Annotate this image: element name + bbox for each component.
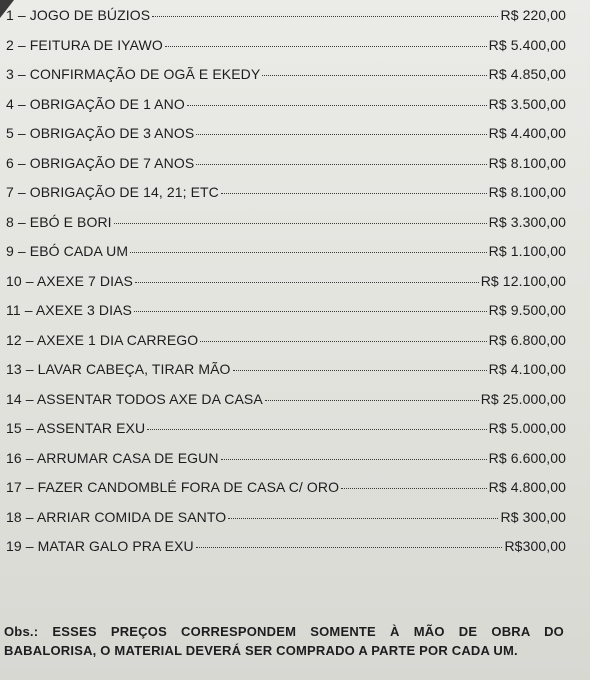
item-label: 18 – ARRIAR COMIDA DE SANTO <box>6 508 227 525</box>
price-row <box>6 332 566 362</box>
price-row <box>6 450 566 480</box>
item-price: R$ 5.400,00 <box>488 36 566 53</box>
price-row <box>6 125 566 155</box>
item-label: 10 – AXEXE 7 DIAS <box>6 272 133 289</box>
price-row <box>6 361 566 391</box>
price-row <box>6 96 566 126</box>
item-label: 16 – ARRUMAR CASA DE EGUN <box>6 449 219 466</box>
item-price: R$ 6.800,00 <box>488 331 566 348</box>
item-price: R$ 4.850,00 <box>488 66 566 82</box>
price-row <box>6 7 566 37</box>
price-row <box>6 243 566 273</box>
item-label: 7 – OBRIGAÇÃO DE 14, 21; ETC <box>6 184 219 200</box>
item-label: 11 – AXEXE 3 DIAS <box>6 302 132 318</box>
item-price: R$ 4.800,00 <box>488 479 566 495</box>
price-row <box>6 479 566 509</box>
item-label: 15 – ASSENTAR EXU <box>6 420 146 436</box>
item-price: R$ 4.400,00 <box>488 125 566 141</box>
item-price: R$ 220,00 <box>500 7 566 23</box>
price-row <box>6 66 566 96</box>
observation-label: Obs.: <box>4 624 39 639</box>
price-row <box>6 184 566 214</box>
observation-note <box>4 622 564 660</box>
dotted-leader <box>200 341 486 342</box>
dotted-leader <box>135 282 479 283</box>
item-label: 8 – EBÓ E BORI <box>6 213 112 230</box>
item-price: R$ 3.500,00 <box>488 95 566 112</box>
price-row <box>6 273 566 303</box>
dotted-leader <box>152 16 498 17</box>
item-price: R$ 1.100,00 <box>488 243 566 259</box>
price-row <box>6 509 566 539</box>
price-row <box>6 538 566 568</box>
dotted-leader <box>196 164 486 165</box>
item-label: 17 – FAZER CANDOMBLÉ FORA DE CASA C/ ORO <box>6 479 340 495</box>
dotted-leader <box>187 105 487 106</box>
dotted-leader <box>265 400 479 401</box>
dotted-leader <box>196 134 486 135</box>
item-label: 9 – EBÓ CADA UM <box>6 243 129 259</box>
price-row <box>6 391 566 421</box>
price-row <box>6 420 566 450</box>
item-price: R$ 12.100,00 <box>480 272 566 289</box>
dotted-leader <box>228 518 498 519</box>
price-row <box>6 214 566 244</box>
item-price: R$ 5.000,00 <box>488 420 566 436</box>
item-label: 6 – OBRIGAÇÃO DE 7 ANOS <box>6 154 195 171</box>
dotted-leader <box>130 252 487 253</box>
dotted-leader <box>262 75 486 76</box>
item-price: R$ 3.300,00 <box>488 213 566 230</box>
item-price: R$ 300,00 <box>500 508 566 525</box>
item-label: 19 – MATAR GALO PRA EXU <box>6 538 194 554</box>
item-label: 13 – LAVAR CABEÇA, TIRAR MÃO <box>6 361 231 377</box>
dotted-leader <box>221 459 487 460</box>
item-price: R$300,00 <box>504 538 566 554</box>
dotted-leader <box>134 311 487 312</box>
item-price: R$ 9.500,00 <box>488 302 566 318</box>
price-list <box>6 7 566 568</box>
price-row <box>6 302 566 332</box>
item-price: R$ 4.100,00 <box>488 361 566 377</box>
item-label: 4 – OBRIGAÇÃO DE 1 ANO <box>6 95 185 112</box>
item-label: 1 – JOGO DE BÚZIOS <box>6 7 151 23</box>
item-price: R$ 8.100,00 <box>488 154 566 171</box>
dotted-leader <box>341 488 487 489</box>
item-label: 14 – ASSENTAR TODOS AXE DA CASA <box>6 390 263 407</box>
item-label: 12 – AXEXE 1 DIA CARREGO <box>6 331 199 348</box>
dotted-leader <box>147 429 486 430</box>
item-label: 2 – FEITURA DE IYAWO <box>6 36 163 53</box>
item-label: 5 – OBRIGAÇÃO DE 3 ANOS <box>6 125 195 141</box>
item-price: R$ 6.600,00 <box>488 449 566 466</box>
observation-text: ESSES PREÇOS CORRESPONDEM SOMENTE À MÃO DE OBRA DO BABALORISA, O MATERIAL DEVERÁ SER COMPRADO A PARTE POR CADA UM. <box>4 624 564 658</box>
dotted-leader <box>114 223 487 224</box>
dotted-leader <box>165 46 487 47</box>
price-row <box>6 37 566 67</box>
item-label: 3 – CONFIRMAÇÃO DE OGÃ E EKEDY <box>6 66 261 82</box>
dotted-leader <box>233 370 487 371</box>
dotted-leader <box>196 547 503 548</box>
item-price: R$ 8.100,00 <box>488 184 566 200</box>
price-row <box>6 155 566 185</box>
dotted-leader <box>221 193 487 194</box>
item-price: R$ 25.000,00 <box>480 390 566 407</box>
